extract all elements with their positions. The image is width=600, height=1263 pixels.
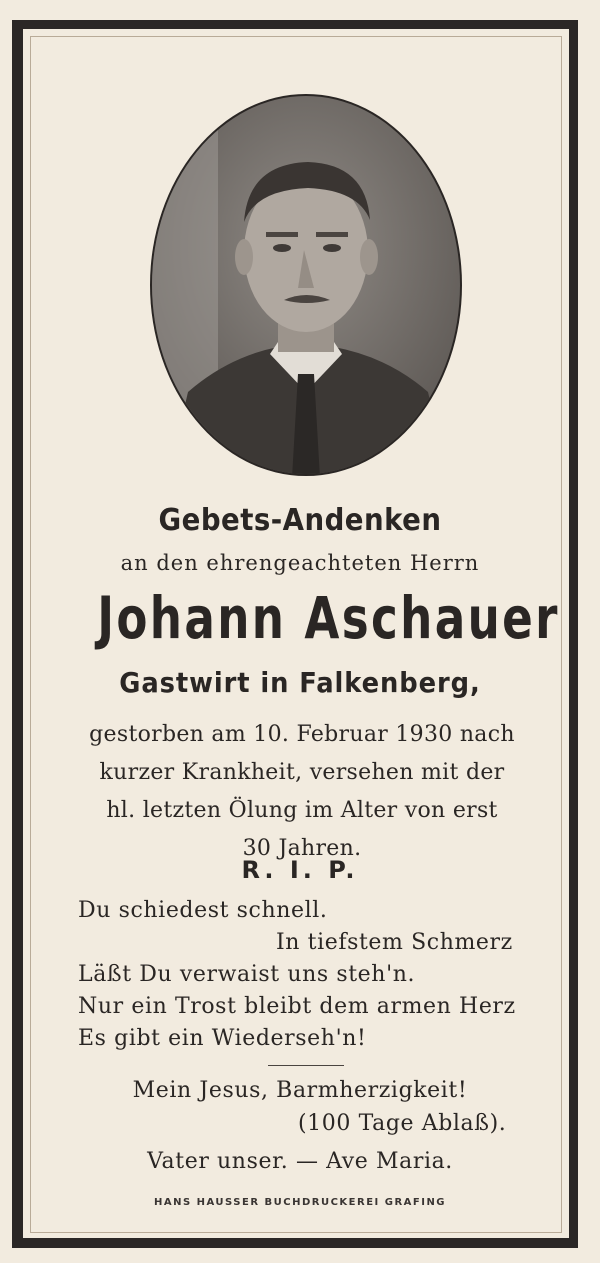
- poem-line: In tiefstem Schmerz: [276, 930, 513, 955]
- printer-imprint: HANS HAUSSER BUCHDRUCKEREI GRAFING: [153, 1197, 447, 1208]
- prayer-line: Mein Jesus, Barmherzigkeit!: [132, 1078, 468, 1103]
- poem-line: Du schiedest schnell.: [78, 898, 328, 923]
- body-line: kurzer Krankheit, versehen mit der: [99, 760, 505, 785]
- prayer-line: Vater unser. — Ave Maria.: [147, 1149, 453, 1174]
- body-line: 30 Jahren.: [242, 836, 362, 861]
- body-line: gestorben am 10. Februar 1930 nach: [89, 722, 515, 747]
- poem-line: Läßt Du verwaist uns steh'n.: [78, 962, 416, 987]
- body-line: hl. letzten Ölung im Alter von erst: [106, 798, 498, 823]
- occupation: Gastwirt in Falkenberg,: [119, 666, 481, 699]
- poem-line: Nur ein Trost bleibt dem armen Herz: [78, 994, 516, 1019]
- deceased-name: Johann Aschauer: [97, 584, 560, 652]
- rip-text: R. I. P.: [241, 856, 359, 884]
- portrait-photo: [148, 92, 464, 478]
- subline: an den ehrengeachteten Herrn: [120, 551, 480, 575]
- indulgence-note: (100 Tage Ablaß).: [298, 1111, 507, 1136]
- death-notice-text: [60, 716, 544, 868]
- heading-title: Gebets-Andenken: [158, 503, 442, 538]
- poem-line: Es gibt ein Wiederseh'n!: [78, 1026, 367, 1051]
- divider-line: [268, 1065, 344, 1066]
